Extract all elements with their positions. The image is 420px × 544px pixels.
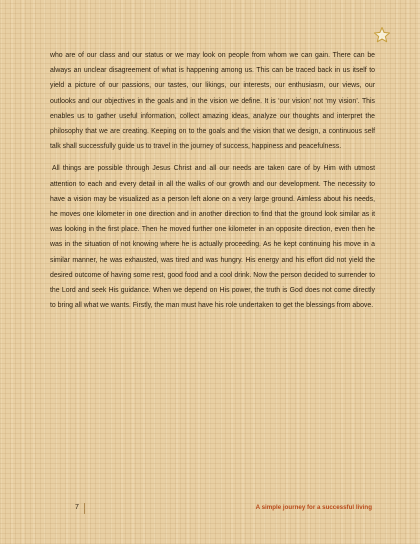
body-paragraph: who are of our class and our status or we may look on people from whom we can gain. There can be always an unclear disagreement of what is happening among us. This can be traced back in us itself to yield a picture of our passions, our tastes, our likings, our interests, our enthusiasm, our views, our outlooks and our objectives in the goals and in the vision we define. It is ‘our vision’ not ‘my vision’. This enables us to gather useful information, collect amazing ideas, analyze our thoughts and interpret the philosophy that we are creating. Keeping on to the goals and the vision that we design, a continuous self talk shall successfully guide us to travel in the journey of success, happiness and peacefulness. <box>50 52 375 151</box>
page-footer <box>50 503 372 515</box>
body-paragraph: All things are possible through Jesus Christ and all our needs are taken care of by Him with utmost attention to each and every detail in all the walks of our growth and our development. The necessity to have a vision may be visualized as a person left alone on a very large ground. Aimless about his needs, he moves one kilometer in one direction and in another direction to find that the ground look similar as it was looking in the first place. Then he moved further one kilometer in an opposite direction, even then he was in the situation of not knowing where he is actually proceeding. As he kept continuing his move in a similar manner, he was exhausted, was tired and was hungry. His energy and his effort did not yield the desired outcome of having some rest, good food and a cool drink. Now the person decided to surrender to the Lord and seek His guidance. When we depend on His power, the truth is God does not come directly to bring all what we wants. Firstly, the man must have his role undertaken to get the blessings from above. <box>50 165 375 310</box>
star-icon <box>373 26 391 44</box>
page-number: 7 <box>75 504 79 511</box>
footer-divider <box>84 503 85 514</box>
page-body <box>50 48 375 313</box>
running-footer-title: A simple journey for a successful living <box>255 504 372 511</box>
